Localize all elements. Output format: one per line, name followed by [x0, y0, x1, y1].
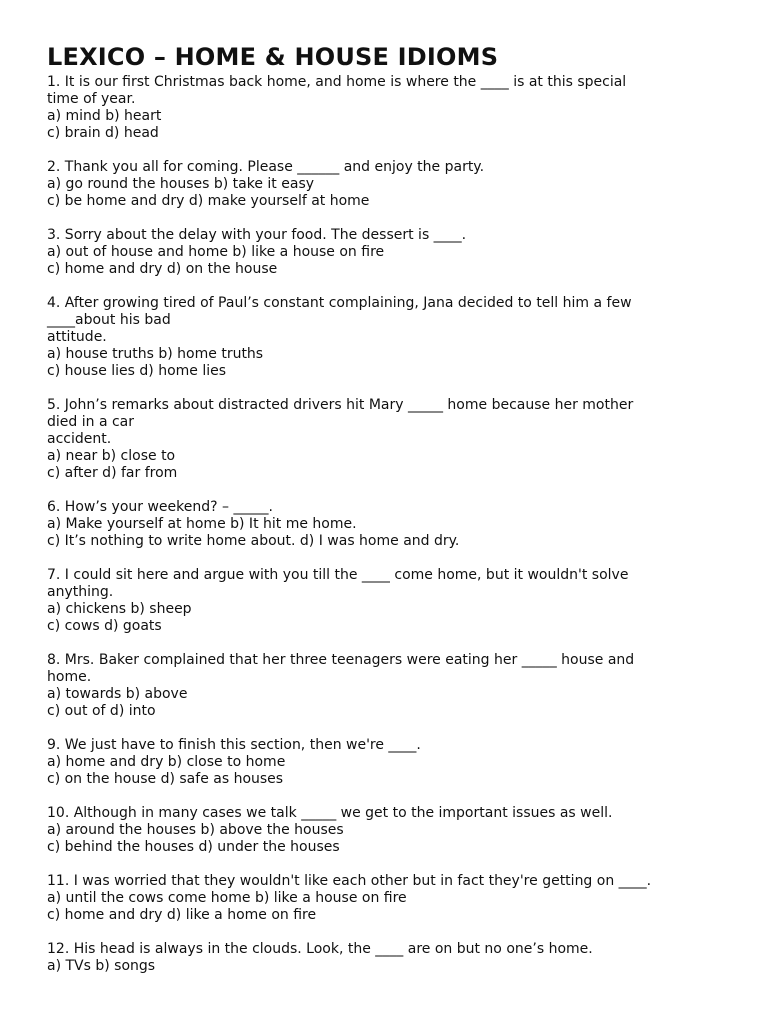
answer-options-line: c) on the house d) safe as houses — [47, 771, 284, 787]
answer-options-line: c) behind the houses d) under the houses — [47, 839, 340, 855]
answer-options-line: c) It’s nothing to write home about. d) I was home and dry. — [47, 533, 460, 549]
answer-options-line: c) house lies d) home lies — [47, 363, 227, 379]
question-text-line: home. — [47, 669, 92, 685]
question-text-line: attitude. — [47, 329, 107, 345]
question-2 — [47, 159, 747, 210]
question-text-line: 5. John’s remarks about distracted drivers hit Mary _____ home because her mother — [47, 397, 634, 413]
answer-options-line: a) house truths b) home truths — [47, 346, 264, 362]
question-text-line: 4. After growing tired of Paul’s constant complaining, Jana decided to tell him a few — [47, 295, 632, 311]
question-8 — [47, 652, 747, 720]
answer-options-line: a) around the houses b) above the houses — [47, 822, 344, 838]
answer-options-line: c) brain d) head — [47, 125, 159, 141]
answer-options-line: c) home and dry d) on the house — [47, 261, 278, 277]
answer-options-line: a) towards b) above — [47, 686, 188, 702]
answer-options-line: c) home and dry d) like a home on fire — [47, 907, 317, 923]
answer-options-line: a) home and dry b) close to home — [47, 754, 286, 770]
question-11 — [47, 873, 747, 924]
question-text-line: ____about his bad — [47, 312, 171, 328]
question-text-line: anything. — [47, 584, 114, 600]
question-text-line: 2. Thank you all for coming. Please ______ and enjoy the party. — [47, 159, 485, 175]
answer-options-line: a) near b) close to — [47, 448, 176, 464]
question-6 — [47, 499, 747, 550]
question-text-line: 6. How’s your weekend? – _____. — [47, 499, 273, 515]
answer-options-line: c) after d) far from — [47, 465, 178, 481]
answer-options-line: a) mind b) heart — [47, 108, 162, 124]
answer-options-line: a) until the cows come home b) like a house on fire — [47, 890, 407, 906]
question-9 — [47, 737, 747, 788]
answer-options-line: c) be home and dry d) make yourself at home — [47, 193, 370, 209]
question-text-line: 8. Mrs. Baker complained that her three teenagers were eating her _____ house and — [47, 652, 635, 668]
question-7 — [47, 567, 747, 635]
question-4 — [47, 295, 747, 380]
question-text-line: 3. Sorry about the delay with your food. The dessert is ____. — [47, 227, 467, 243]
answer-options-line: c) cows d) goats — [47, 618, 162, 634]
question-text-line: 7. I could sit here and argue with you till the ____ come home, but it wouldn't solve — [47, 567, 629, 583]
worksheet — [47, 41, 747, 992]
question-text-line: 9. We just have to finish this section, then we're ____. — [47, 737, 421, 753]
question-text-line: 1. It is our first Christmas back home, and home is where the ____ is at this special — [47, 74, 627, 90]
question-text-line: accident. — [47, 431, 112, 447]
question-text-line: 11. I was worried that they wouldn't like each other but in fact they're getting on ____. — [47, 873, 652, 889]
question-1 — [47, 74, 747, 142]
question-10 — [47, 805, 747, 856]
question-12 — [47, 941, 747, 975]
answer-options-line: a) chickens b) sheep — [47, 601, 192, 617]
answer-options-line: a) go round the houses b) take it easy — [47, 176, 315, 192]
worksheet-title: LEXICO – HOME & HOUSE IDIOMS — [47, 43, 499, 71]
question-3 — [47, 227, 747, 278]
question-text-line: 10. Although in many cases we talk _____ we get to the important issues as well. — [47, 805, 613, 821]
answer-options-line: a) out of house and home b) like a house on fire — [47, 244, 385, 260]
answer-options-line: a) TVs b) songs — [47, 958, 156, 974]
question-text-line: time of year. — [47, 91, 136, 107]
question-5 — [47, 397, 747, 482]
answer-options-line: a) Make yourself at home b) It hit me home. — [47, 516, 357, 532]
question-list — [47, 74, 747, 975]
answer-options-line: c) out of d) into — [47, 703, 156, 719]
question-text-line: died in a car — [47, 414, 135, 430]
question-text-line: 12. His head is always in the clouds. Look, the ____ are on but no one’s home. — [47, 941, 593, 957]
